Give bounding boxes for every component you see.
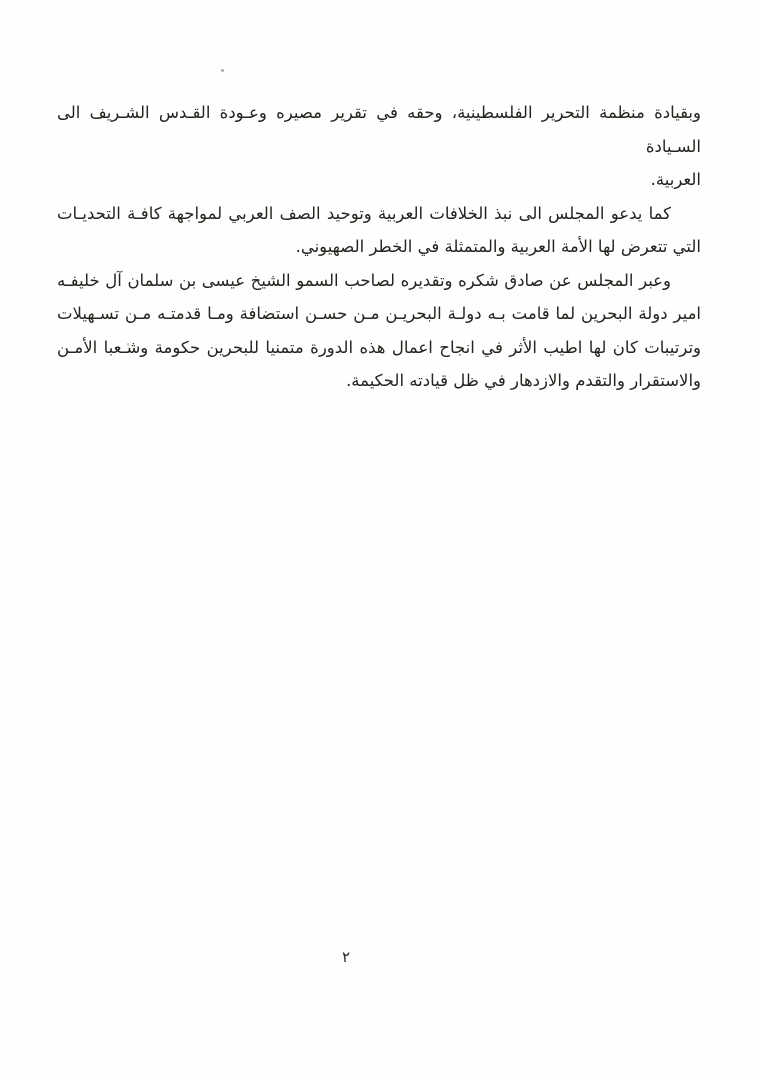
text-line: والاستقرار والتقدم والازدهار في ظل قيادته الحكيمة. — [346, 371, 701, 390]
text-line: امير دولة البحرين لما قامت بـه دولـة البحريـن مـن حسـن استضافة ومـا قدمتـه مـن تسـهيلات — [57, 304, 701, 323]
paragraph-3 — [57, 264, 701, 398]
text-line: وعبر المجلس عن صادق شكره وتقديره لصاحب السمو الشيخ عيسى بن سلمان آل خليفـه — [57, 270, 671, 290]
paragraph-1 — [57, 96, 701, 197]
page-number: ٢ — [341, 948, 351, 966]
text-line: كما يدعو المجلس الى نبذ الخلافات العربية وتوحيد الصف العربي لمواجهة كافـة التحديـات — [57, 203, 671, 223]
paragraph-2 — [57, 197, 701, 264]
scan-speck — [221, 69, 224, 72]
text-line: التي تتعرض لها الأمة العربية والمتمثلة في الخطر الصهيوني. — [295, 237, 701, 256]
text-line: العربية. — [650, 170, 701, 189]
text-line: وبقيادة منظمة التحرير الفلسطينية، وحقه في تقرير مصيره وعـودة القـدس الشـريف الى السـيادة — [57, 103, 701, 156]
body-text — [57, 96, 701, 398]
text-line: وترتيبات كان لها اطيب الأثر في انجاح اعمال هذه الدورة متمنيا للبحرين حكومة وشـعبا الأمـن — [57, 337, 701, 357]
